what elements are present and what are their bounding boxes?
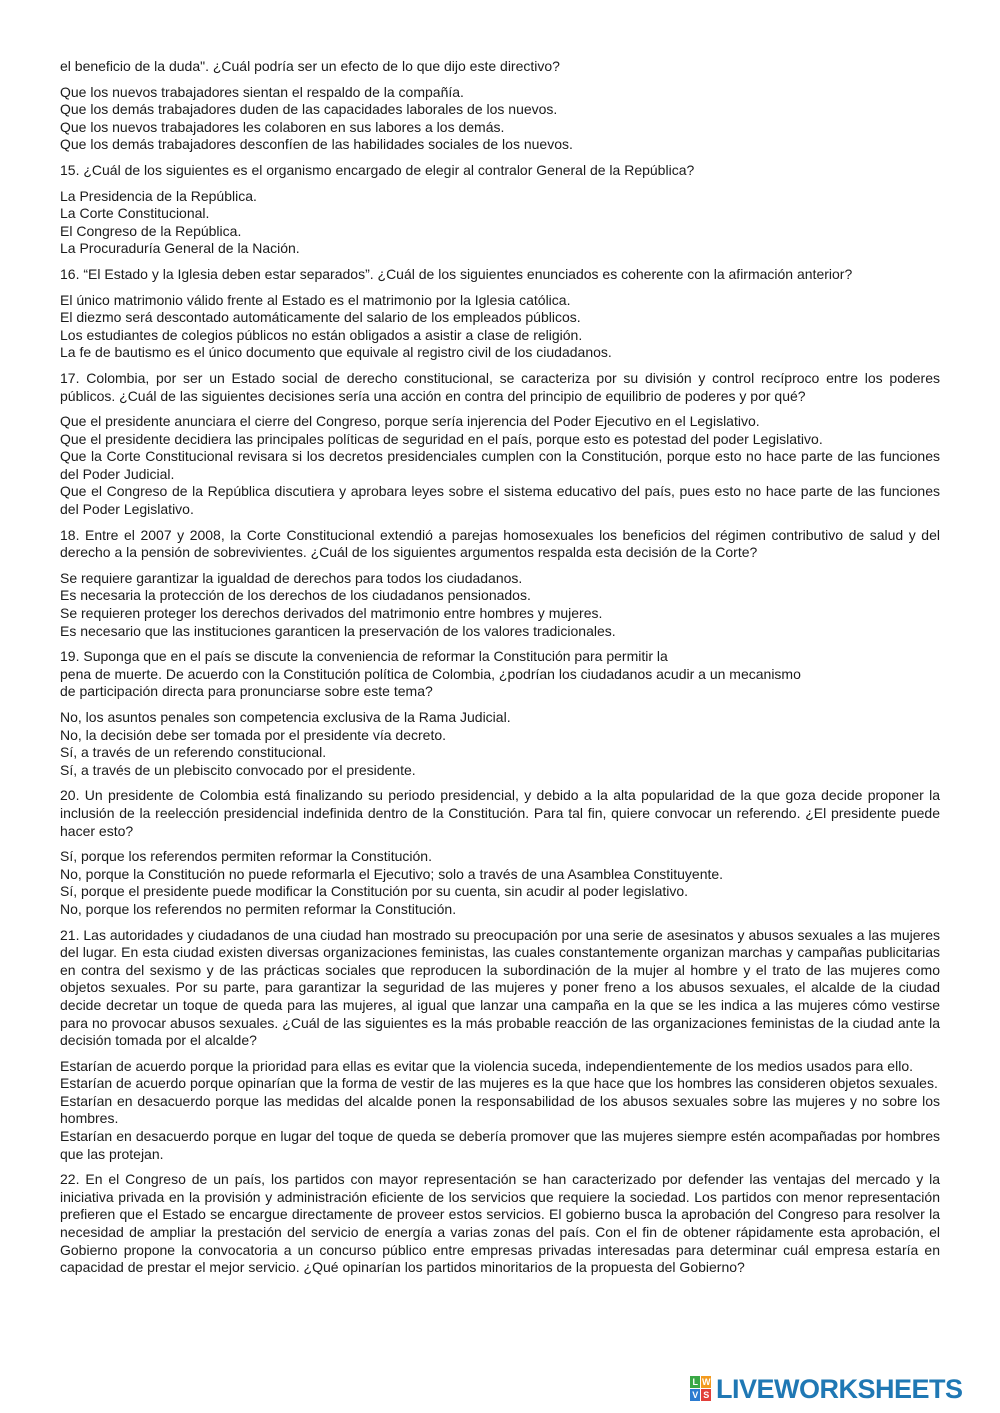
liveworksheets-logo-icon (690, 1376, 712, 1402)
option[interactable]: Se requieren proteger los derechos derivados del matrimonio entre hombres y mujeres. (60, 605, 603, 622)
question-19-line: pena de muerte. De acuerdo con la Constitución política de Colombia, ¿podrían los ciudadanos acudir a un mecanismo (60, 665, 801, 682)
worksheet-page (60, 58, 940, 1285)
question-21-text: 21. Las autoridades y ciudadanos de una ciudad han mostrado su preocupación por una serie de asesinatos y abusos sexuales a las mujeres del lugar. En esta ciudad existen diversas organizaciones feministas, las cuales constantemente organizan marchas y campañas publicitarias en contra del sexismo y de las prácticas sociales que reproducen la subordinación de la mujer al hombre y el trato de las mujeres como objetos sexuales. Por su parte, para garantizar la seguridad de las mujeres y poner freno a los abusos sexuales, el alcalde de la ciudad decide decretar un toque de queda para las mujeres, al igual que lanzar una campaña en la que se les indica a las mujeres cómo vestirse para no provocar abusos sexuales. ¿Cuál de las siguientes es la más probable reacción de las organizaciones feministas de la ciudad ante la decisión tomada por el alcalde? (60, 926, 940, 1049)
option[interactable]: No, porque la Constitución no puede reformarla el Ejecutivo; solo a través de una Asamblea Constituyente. (60, 865, 724, 882)
liveworksheets-logo-text: LIVEWORKSHEETS (716, 1373, 963, 1404)
question-16-options (60, 292, 940, 362)
option[interactable]: Que los demás trabajadores desconfíen de las habilidades sociales de los nuevos. (60, 136, 573, 153)
option[interactable]: Que el Congreso de la República discutiera y aprobara leyes sobre el sistema educativo del país, pues esto no hace parte de las funciones del Poder Legislativo. (60, 483, 940, 518)
question-16-text: 16. “El Estado y la Iglesia deben estar separados”. ¿Cuál de los siguientes enunciados es coherente con la afirmación anterior? (60, 265, 853, 282)
option[interactable]: Estarían de acuerdo porque la prioridad para ellas es evitar que la violencia suceda, independientemente de los medios usados para ello. (60, 1057, 913, 1074)
logo-cell-s: S (701, 1389, 711, 1401)
option[interactable]: Que el presidente decidiera las principales políticas de seguridad en el país, porque esto es potestad del poder Legislativo. (60, 430, 823, 447)
option[interactable]: Que los nuevos trabajadores les colaboren en sus labores a los demás. (60, 118, 505, 135)
question-18-options (60, 570, 940, 640)
intro-question-text: el beneficio de la duda". ¿Cuál podría ser un efecto de lo que dijo este directivo? (60, 58, 560, 74)
intro-options (60, 84, 940, 154)
question-19-text (60, 648, 940, 701)
option[interactable]: Es necesaria la protección de los derechos de los ciudadanos pensionados. (60, 587, 531, 604)
logo-cell-v: V (690, 1389, 700, 1401)
option[interactable]: No, porque los referendos no permiten reformar la Constitución. (60, 900, 457, 917)
question-17-text: 17. Colombia, por ser un Estado social de derecho constitucional, se caracteriza por su división y control recíproco entre los poderes públicos. ¿Cuál de las siguientes decisiones sería una acción en contra del principio de equilibrio de poderes y por qué? (60, 369, 940, 404)
question-18-text: 18. Entre el 2007 y 2008, la Corte Constitucional extendió a parejas homosexuales los beneficios del régimen contributivo de salud y del derecho a la pensión de sobrevivientes. ¿Cuál de los siguientes argumentos respalda esta decisión de la Corte? (60, 526, 940, 561)
question-15-options (60, 188, 940, 258)
option[interactable]: Sí, porque el presidente puede modificar la Constitución por su cuenta, sin acudir al poder legislativo. (60, 883, 689, 900)
option[interactable]: La Presidencia de la República. (60, 187, 257, 204)
option[interactable]: Que la Corte Constitucional revisara si los decretos presidenciales cumplen con la Constitución, porque esto no hace parte de las funciones del Poder Judicial. (60, 448, 940, 482)
option[interactable]: Que los nuevos trabajadores sientan el respaldo de la compañía. (60, 83, 464, 100)
option[interactable]: Sí, porque los referendos permiten reformar la Constitución. (60, 848, 432, 865)
option[interactable]: No, la decisión debe ser tomada por el presidente vía decreto. (60, 726, 447, 743)
option[interactable]: La Procuraduría General de la Nación. (60, 240, 300, 257)
logo-cell-l: L (690, 1376, 700, 1388)
question-20-options (60, 848, 940, 918)
option[interactable]: Los estudiantes de colegios públicos no están obligados a asistir a clase de religión. (60, 326, 583, 343)
option[interactable]: No, los asuntos penales son competencia exclusiva de la Rama Judicial. (60, 709, 511, 725)
question-21-options (60, 1058, 940, 1164)
option[interactable]: El único matrimonio válido frente al Estado es el matrimonio por la Iglesia católica. (60, 291, 571, 308)
option[interactable]: Estarían en desacuerdo porque las medidas del alcalde ponen la responsabilidad de los abusos sexuales sobre las mujeres y no sobre los hombres. (60, 1092, 940, 1127)
option[interactable]: Estarían de acuerdo porque opinarían que la forma de vestir de las mujeres es la que hace que los hombres las consideren objetos sexuales. (60, 1075, 938, 1092)
option[interactable]: Estarían en desacuerdo porque en lugar del toque de queda se debería promover que las mujeres siempre estén acompañadas por hombres que las protejan. (60, 1128, 940, 1162)
option[interactable]: El Congreso de la República. (60, 222, 242, 239)
question-19-line: 19. Suponga que en el país se discute la conveniencia de reformar la Constitución para permitir la (60, 648, 668, 665)
option[interactable]: Sí, a través de un referendo constitucional. (60, 744, 327, 761)
option[interactable]: La fe de bautismo es el único documento que equivale al registro civil de los ciudadanos. (60, 344, 612, 361)
question-17-options (60, 413, 940, 519)
option[interactable]: Que los demás trabajadores duden de las capacidades laborales de los nuevos. (60, 101, 558, 118)
question-15-text: 15. ¿Cuál de los siguientes es el organismo encargado de elegir al contralor General de la República? (60, 161, 695, 178)
liveworksheets-logo (690, 1373, 990, 1404)
option[interactable]: Que el presidente anunciara el cierre del Congreso, porque sería injerencia del Poder Ejecutivo en el Legislativo. (60, 413, 760, 430)
question-19-options (60, 709, 940, 779)
question-19-line: de participación directa para pronunciarse sobre este tema? (60, 683, 433, 700)
logo-cell-w: W (702, 1377, 710, 1387)
option[interactable]: El diezmo será descontado automáticamente del salario de los empleados públicos. (60, 309, 581, 326)
option[interactable]: La Corte Constitucional. (60, 205, 210, 222)
question-22-text: 22. En el Congreso de un país, los partidos con mayor representación se han caracterizado por defender las ventajas del mercado y la iniciativa privada en la provisión y administración eficiente de los servicios que requiere la sociedad. Los partidos con menor representación prefieren que el Estado se encargue directamente de proveer estos servicios. El gobierno busca la aprobación del Congreso para resolver la necesidad de ampliar la prestación del servicio de energía a varias zonas del país. Con el fin de obtener rápidamente esta aprobación, el Gobierno propone la convocatoria a un concurso público entre empresas privadas interesadas para determinar cuál empresa estaría en capacidad de prestar el mejor servicio. ¿Qué opinarían los partidos minoritarios de la propuesta del Gobierno? (60, 1171, 940, 1276)
option[interactable]: Se requiere garantizar la igualdad de derechos para todos los ciudadanos. (60, 569, 523, 586)
option[interactable]: Sí, a través de un plebiscito convocado por el presidente. (60, 761, 416, 778)
option[interactable]: Es necesario que las instituciones garanticen la preservación de los valores tradicionales. (60, 622, 616, 639)
question-20-text: 20. Un presidente de Colombia está finalizando su periodo presidencial, y debido a la alta popularidad de la que goza decide proponer la inclusión de la reelección presidencial indefinida dentro de la Constitución. Para tal fin, quiere convocar un referendo. ¿El presidente puede hacer esto? (60, 787, 940, 839)
